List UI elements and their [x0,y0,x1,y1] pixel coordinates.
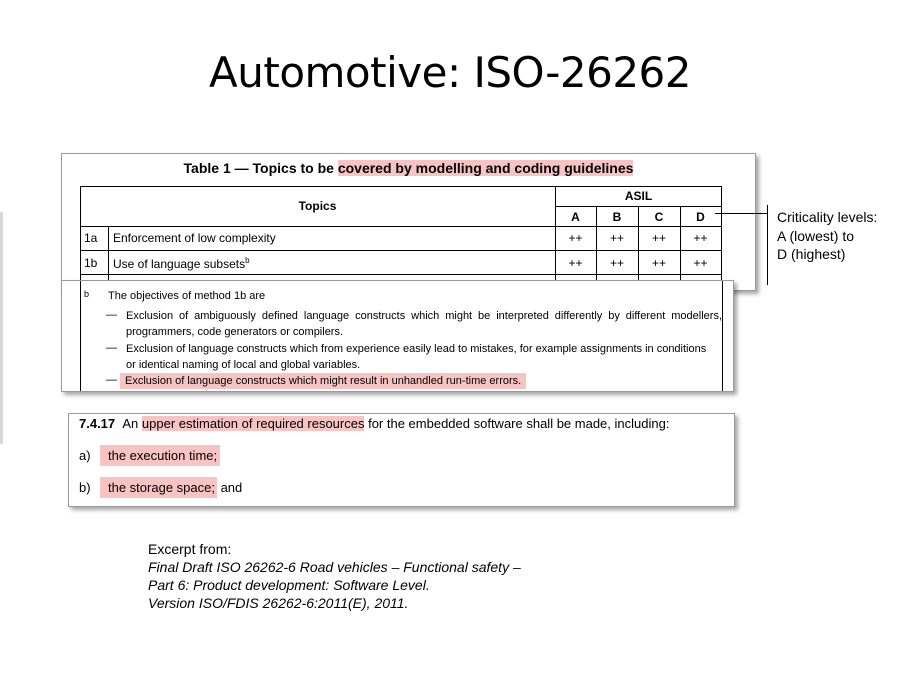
asil-table-excerpt [61,153,756,291]
header-rule [80,226,722,227]
footnote-excerpt [61,280,734,392]
list-dash: — [106,309,117,321]
requirement-text: 7.4.17 An upper estimation of required resources for the embedded software shall be made, including: [79,416,670,431]
footnote-intro: The objectives of method 1b are [108,290,266,302]
clause-number: 7.4.17 [79,416,116,431]
item-b-label: b) [79,480,91,495]
asil-level-c: C [654,210,664,224]
row-rule [80,250,722,251]
row-value: ++ [568,256,583,270]
item-b-text: the storage space; and [100,477,242,498]
row-value: ++ [693,231,708,245]
table-caption: Table 1 — Topics to be covered by modelling and coding guidelines [183,160,634,176]
row-topic: Enforcement of low complexity [113,231,276,245]
row-rule [80,274,722,275]
criticality-note: Criticality levels: A (lowest) to D (highest) [777,209,878,262]
callout-bracket [767,205,768,285]
source-citation: Excerpt from: Final Draft ISO 26262-6 Road vehicles – Functional safety – Part 6: Product development: Software Level. Version ISO/FDIS 26262-6:2011(E), 2011. [148,541,521,611]
row-value: ++ [651,231,666,245]
row-value: ++ [609,231,624,245]
asil-header: ASIL [624,189,653,203]
requirement-excerpt [68,413,735,507]
footnote-marker: b [84,289,90,299]
list-dash: — [106,374,117,386]
item-b-highlight: the storage space; [100,477,217,498]
asil-level-d: D [696,210,705,224]
asil-level-a: A [571,210,580,224]
row-value: ++ [651,256,666,270]
row-value: ++ [693,256,708,270]
row-value: ++ [568,231,583,245]
footnote-border-right [722,281,723,391]
row-id: 1a [84,231,98,245]
topics-header: Topics [298,199,337,213]
footnote-item-3-highlight: Exclusion of language constructs which might result in unhandled run-time errors. [120,373,526,389]
list-dash: — [106,342,117,354]
caption-highlight: covered by modelling and coding guidelines [337,160,634,176]
footnote-border-left [80,281,81,391]
footnote-ref: b [245,256,250,265]
asil-level-b: B [612,210,622,224]
requirement-highlight: upper estimation of required resources [141,416,365,431]
footnote-item-1-line-2: programmers, code generators or compilers. [126,326,344,338]
asil-table [80,186,722,290]
left-edge-mark [0,212,3,444]
footnote-item-1-line-1: Exclusion of ambiguously defined language constructs which might be interpreted differently by different modellers, [126,310,722,322]
item-a-label: a) [79,448,91,463]
callout-line [715,213,768,214]
row-id: 1b [84,256,98,270]
footnote-item-2-line-1: Exclusion of language constructs which from experience easily lead to mistakes, for example assignments in conditions [126,343,707,355]
table-border-top [80,186,722,187]
row-topic: Use of language subsets$^b$ [113,256,250,271]
slide-title: Automotive: ISO-26262 [209,48,691,97]
row-value: ++ [609,256,624,270]
footnote-item-2-line-2: or identical naming of local and global variables. [126,359,361,371]
item-a-highlight: the execution time; [100,445,220,466]
